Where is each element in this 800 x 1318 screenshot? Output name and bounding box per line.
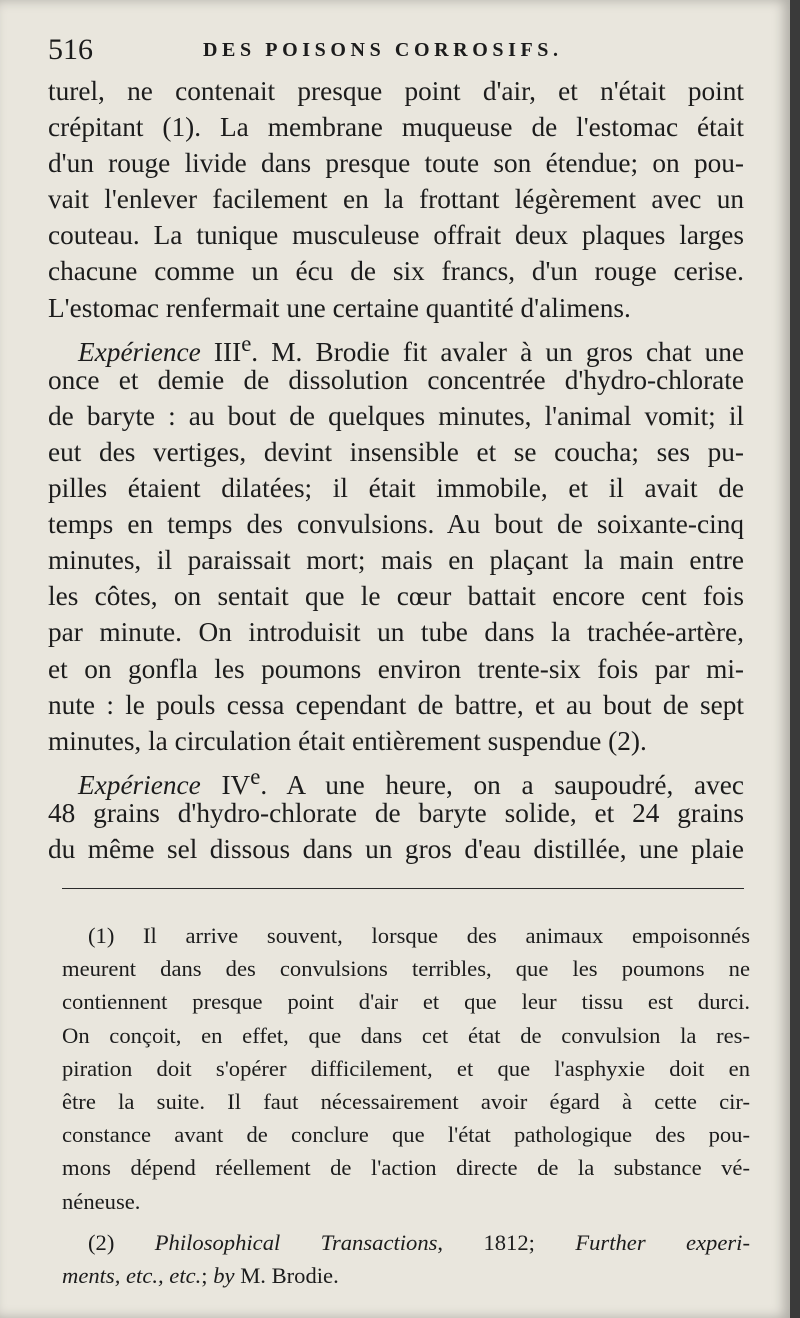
text-run: . A une heure, on a saupoudré, avec bbox=[260, 769, 744, 800]
footnote-2-line bbox=[62, 1226, 750, 1259]
text-line: vait l'enlever facilement en la frottant légèrement avec un bbox=[48, 184, 744, 215]
footnote-number: (2) bbox=[88, 1229, 155, 1255]
main-text bbox=[48, 73, 744, 867]
text-line: temps en temps des convulsions. Au bout de soixante-cinq bbox=[48, 509, 744, 540]
text-line: 48 grains d'hydro-chlorate de baryte solide, et 24 grains bbox=[48, 797, 744, 828]
footnote-divider bbox=[62, 888, 744, 889]
footnote-line: meurent dans des convulsions terribles, que les poumons ne bbox=[62, 956, 750, 982]
footnote-line: On conçoit, en effet, que dans cet état de convulsion la res- bbox=[62, 1022, 750, 1048]
experiment-number: III bbox=[200, 336, 242, 367]
footnotes bbox=[62, 919, 750, 1292]
article-title: Further experi- bbox=[575, 1229, 750, 1255]
experiment-heading-line bbox=[48, 326, 744, 367]
text-line: minutes, la circulation était entièrement suspendue (2). bbox=[48, 725, 647, 756]
text-line: pilles étaient dilatées; il était immobile, et il avait de bbox=[48, 473, 744, 504]
footnote-2-line bbox=[62, 1259, 750, 1292]
experiment-heading-line bbox=[48, 759, 744, 800]
author-name: M. Brodie. bbox=[234, 1262, 339, 1288]
text-run: . M. Brodie fit avaler à un gros chat une bbox=[251, 336, 744, 367]
by-word: by bbox=[213, 1262, 235, 1288]
ordinal-suffix: e bbox=[241, 330, 252, 356]
footnote-line: néneuse. bbox=[62, 1188, 141, 1214]
footnote-line: (1) Il arrive souvent, lorsque des animaux empoisonnés bbox=[88, 923, 750, 948]
footnote-line: être la suite. Il faut nécessairement avoir égard à cette cir- bbox=[62, 1088, 750, 1114]
article-title-cont: ments, etc., etc. bbox=[62, 1262, 202, 1288]
text-line: nute : le pouls cessa cependant de battre, et au bout de sept bbox=[48, 689, 744, 720]
text-line: chacune comme un écu de six francs, d'un rouge cerise. bbox=[48, 256, 744, 287]
experiment-label: Expérience bbox=[78, 336, 201, 367]
text-line: eut des vertiges, devint insensible et se coucha; ses pu- bbox=[48, 436, 744, 467]
running-header bbox=[48, 30, 748, 70]
experiment-number: IV bbox=[200, 769, 251, 800]
text-line: once et demie de dissolution concentrée d'hydro-chlorate bbox=[48, 364, 744, 395]
text-line: d'un rouge livide dans presque toute son étendue; on pou- bbox=[48, 148, 744, 179]
footnote-line: contiennent presque point d'air et que leur tissu est durci. bbox=[62, 989, 750, 1015]
footnote-line: mons dépend réellement de l'action directe de la substance vé- bbox=[62, 1155, 750, 1181]
text-run: ; bbox=[201, 1262, 214, 1288]
text-line: et on gonfla les poumons environ trente-six fois par mi- bbox=[48, 653, 744, 684]
text-line: turel, ne contenait presque point d'air, et n'était point bbox=[48, 76, 744, 106]
footnote-line: piration doit s'opérer difficilement, et que l'asphyxie doit en bbox=[62, 1055, 750, 1081]
text-line: crépitant (1). La membrane muqueuse de l'estomac était bbox=[48, 112, 744, 143]
journal-title: Philosophical Transactions bbox=[154, 1229, 438, 1255]
text-line: par minute. On introduisit un tube dans la trachée-artère, bbox=[48, 617, 744, 648]
experiment-label: Expérience bbox=[78, 769, 201, 800]
text-line: L'estomac renfermait une certaine quantité d'alimens. bbox=[48, 292, 631, 323]
page-number: 516 bbox=[48, 33, 93, 66]
text-line: les côtes, on sentait que le cœur battait encore cent fois bbox=[48, 581, 744, 612]
text-line: couteau. La tunique musculeuse offrait deux plaques larges bbox=[48, 220, 744, 251]
footnote-line: constance avant de conclure que l'état pathologique des pou- bbox=[62, 1122, 750, 1148]
text-line: minutes, il paraissait mort; mais en plaçant la main entre bbox=[48, 545, 744, 576]
text-run: , 1812; bbox=[437, 1229, 576, 1255]
text-line: du même sel dissous dans un gros d'eau distillée, une plaie bbox=[48, 833, 744, 864]
text-line: de baryte : au bout de quelques minutes, l'animal vomit; il bbox=[48, 400, 744, 431]
ordinal-suffix: e bbox=[250, 763, 261, 789]
running-title: DES POISONS CORROSIFS. bbox=[203, 39, 563, 61]
